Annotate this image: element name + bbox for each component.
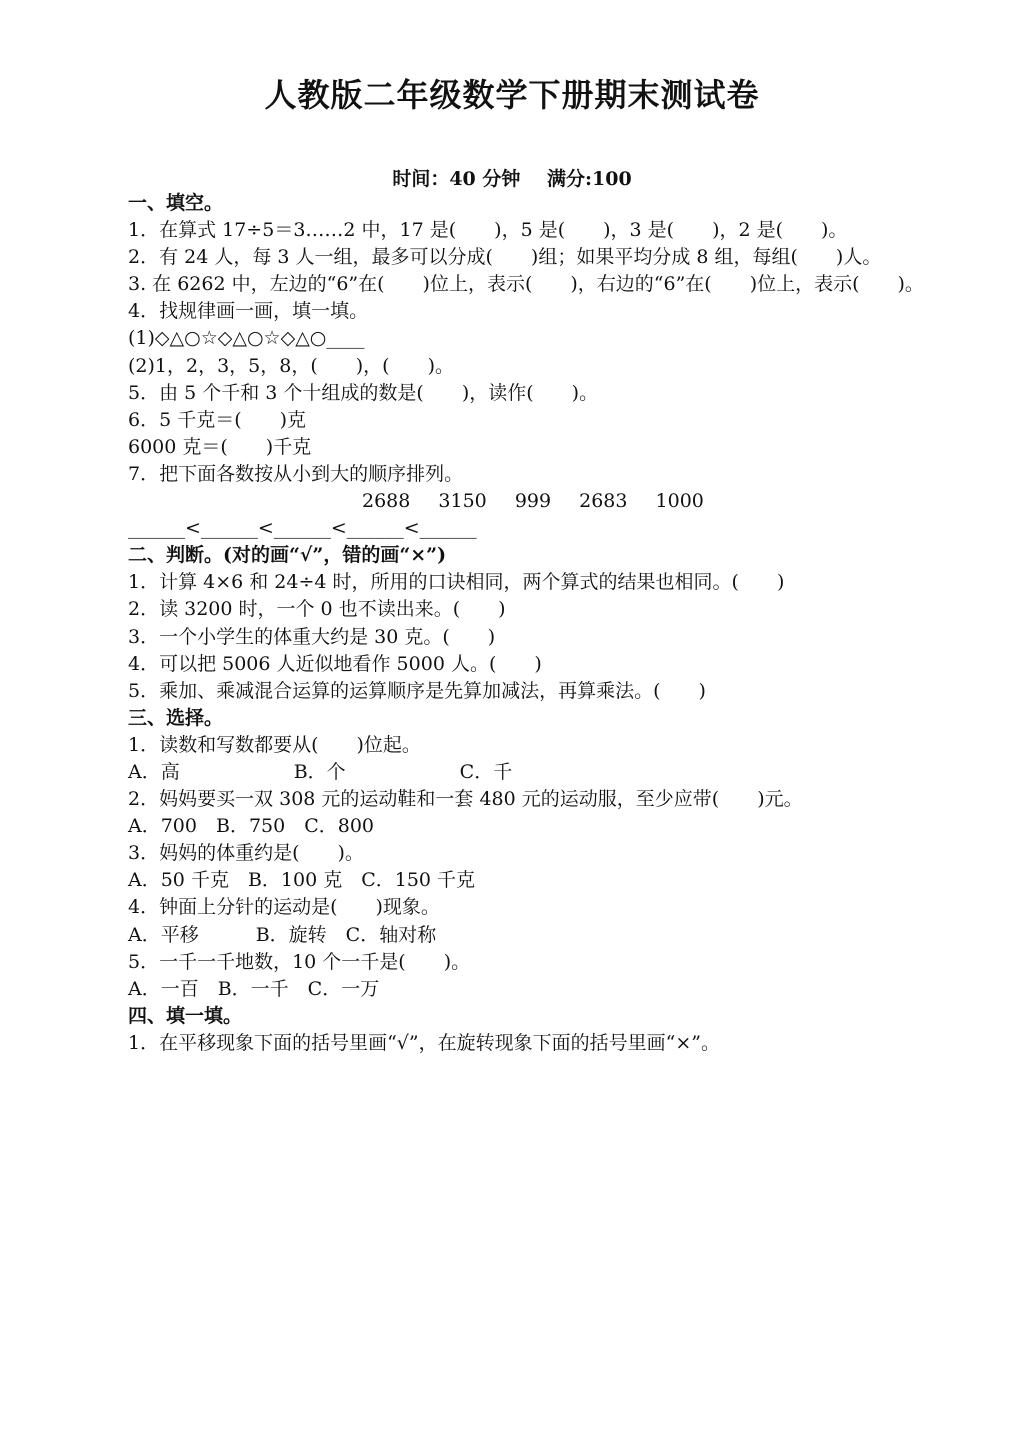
question-2-3: 3．一个小学生的体重大约是 30 克。( ) xyxy=(128,625,496,648)
question-2-1: 1．计算 4×6 和 24÷4 时，所用的口诀相同，两个算式的结果也相同。( ) xyxy=(128,571,785,594)
question-3-4: 4．钟面上分针的运动是( )现象。 xyxy=(128,896,440,919)
section-4-heading: 四、填一填。 xyxy=(128,1004,243,1027)
question-3-2-options: A．700 B．750 C．800 xyxy=(128,815,375,838)
question-3-3: 3．妈妈的体重约是( )。 xyxy=(128,842,364,865)
question-1-4-part-1: (1)◇△○☆◇△○☆◇△○____ xyxy=(128,327,365,350)
number-item: 2688 xyxy=(362,490,411,513)
question-2-4: 4．可以把 5006 人近似地看作 5000 人。( ) xyxy=(128,652,542,675)
order-answer-line: ______<______<______<______<______ xyxy=(128,517,477,540)
question-3-3-options: A．50 千克 B．100 克 C．150 千克 xyxy=(128,869,476,892)
number-item: 1000 xyxy=(655,490,704,513)
question-1-2: 2．有 24 人，每 3 人一组，最多可以分成( )组；如果平均分成 8 组，每组( )人。 xyxy=(128,246,882,269)
question-1-3: 3. 在 6262 中，左边的“6”在( )位上，表示( )，右边的“6”在( )位上，表示( )。 xyxy=(128,273,924,296)
exam-score: 满分:100 xyxy=(547,168,632,190)
question-3-5: 5．一千一千地数，10 个一千是( )。 xyxy=(128,950,471,973)
question-3-5-options: A．一百 B．一千 C．一万 xyxy=(128,977,380,1000)
question-1-4: 4．找规律画一画，填一填。 xyxy=(128,300,369,323)
question-2-5: 5．乘加、乘减混合运算的运算顺序是先算加减法，再算乘法。( ) xyxy=(128,679,706,702)
question-1-7: 7．把下面各数按从小到大的顺序排列。 xyxy=(128,462,464,485)
exam-content xyxy=(128,190,924,1057)
exam-time: 时间：40 分钟 xyxy=(392,168,521,190)
number-item: 999 xyxy=(514,490,552,513)
number-item: 2683 xyxy=(579,490,628,513)
question-1-1: 1．在算式 17÷5＝3……2 中，17 是( )，5 是( )，3 是( )，2 是( )。 xyxy=(128,219,848,242)
number-item: 3150 xyxy=(438,490,487,513)
question-4-1: 1．在平移现象下面的括号里画“√”，在旋转现象下面的括号里画“×”。 xyxy=(128,1031,720,1054)
section-1-heading: 一、填空。 xyxy=(128,192,224,214)
question-3-1: 1．读数和写数都要从( )位起。 xyxy=(128,733,421,756)
question-1-5: 5．由 5 个千和 3 个十组成的数是( )，读作( )。 xyxy=(128,381,599,404)
question-3-2: 2．妈妈要买一双 308 元的运动鞋和一套 480 元的运动服，至少应带( )元。 xyxy=(128,788,803,811)
page-title: 人教版二年级数学下册期末测试卷 xyxy=(264,76,760,114)
question-1-6b: 6000 克＝( )千克 xyxy=(128,435,312,458)
section-3-heading: 三、选择。 xyxy=(128,706,224,729)
section-2-heading: 二、判断。(对的画“√”，错的画“×”) xyxy=(128,544,447,567)
question-2-2: 2．读 3200 时，一个 0 也不读出来。( ) xyxy=(128,598,506,621)
question-1-6a: 6．5 千克＝( )克 xyxy=(128,408,307,431)
question-3-4-options: A．平移 B．旋转 C．轴对称 xyxy=(128,923,437,946)
question-3-1-options: A．高 B．个 C．千 xyxy=(128,760,513,783)
question-1-4-part-2: (2)1，2，3，5，8，( )，( )。 xyxy=(128,354,455,377)
exam-meta xyxy=(0,164,1024,191)
number-list xyxy=(128,488,918,515)
